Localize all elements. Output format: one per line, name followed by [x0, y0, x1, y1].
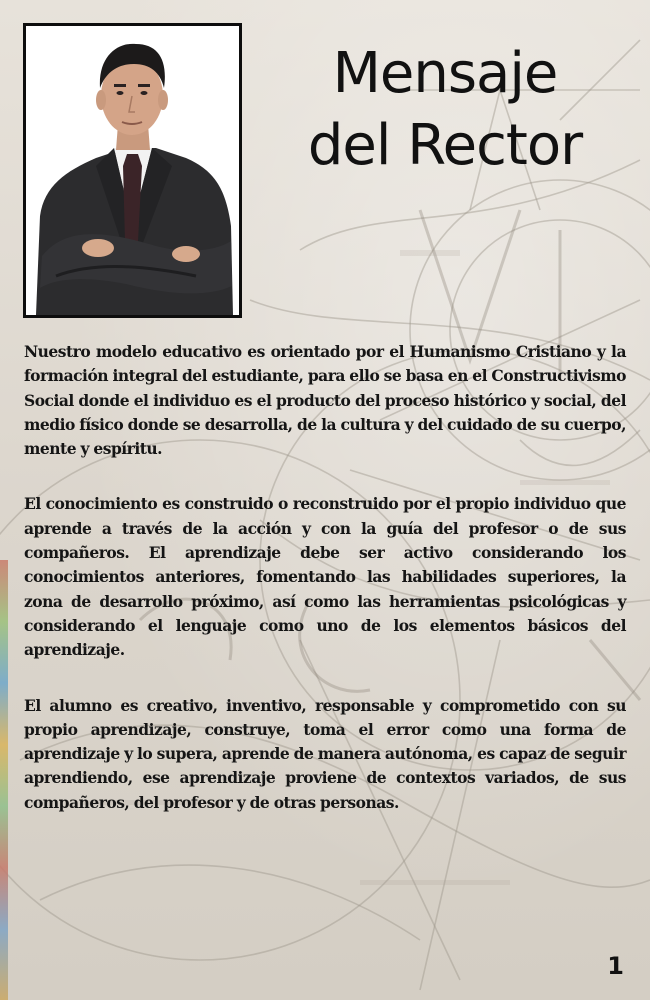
message-body: [24, 340, 626, 846]
decorative-left-edge: [0, 560, 8, 1000]
title-line-2: del Rector: [307, 113, 583, 178]
portrait-icon: [26, 26, 239, 315]
paragraph-2: El conocimiento es construido o reconstruido por el propio individuo que aprende a través de la acción y con la guía del profesor o de sus compañeros. El aprendizaje debe ser activo considerando los conocimientos anteriores, fomentando las habilidades superiores, la zona de desarrollo próximo, así como las herramientas psicológicas y considerando el lenguaje como uno de los elementos básicos del aprendizaje.: [24, 494, 626, 660]
rector-photo: [23, 23, 242, 318]
title-line-1: Mensaje: [332, 41, 558, 106]
paragraph-3: El alumno es creativo, inventivo, responsable y comprometido con su propio aprendizaje, construye, toma el error como una forma de aprendizaje y lo supera, aprende de manera autónoma, es capaz de seguir aprendiendo, ese aprendizaje proviene de contextos variados, de sus compañeros, del profesor y de otras personas.: [24, 695, 626, 812]
paragraph-1: Nuestro modelo educativo es orientado por el Humanismo Cristiano y la formación integral del estudiante, para ello se basa en el Constructivismo Social donde el individuo es el producto del proceso histórico y social, del medio físico donde se desarrolla, de la cultura y del cuidado de su cuerpo, mente y espíritu.: [24, 342, 626, 459]
page-title: [250, 38, 640, 182]
page-number: 1: [607, 952, 624, 980]
